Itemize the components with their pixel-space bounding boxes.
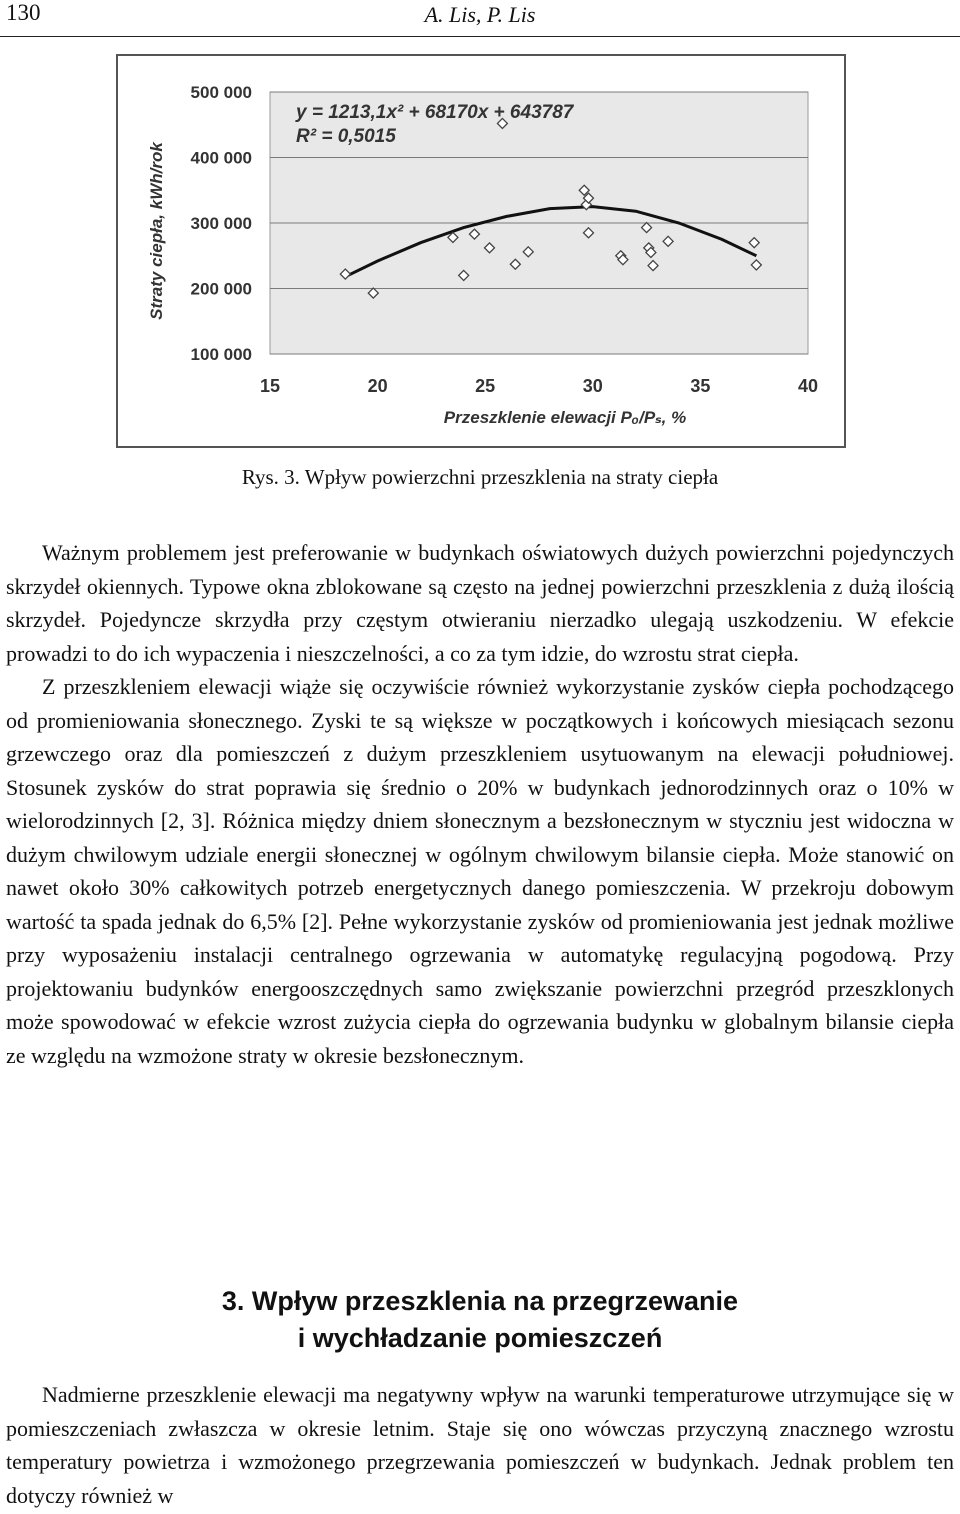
- x-tick-label: 30: [582, 376, 603, 396]
- body-text-upper: [6, 536, 954, 1072]
- x-tick-label: 35: [690, 376, 711, 396]
- section-heading-line: 3. Wpływ przeszklenia na przegrzewanie: [221, 1286, 739, 1316]
- y-tick-label: 400 000: [190, 148, 252, 168]
- page-header: [0, 0, 960, 37]
- y-tick-label: 300 000: [190, 214, 252, 233]
- x-tick-label: 40: [797, 376, 819, 396]
- y-tick-label: 100 000: [190, 345, 252, 364]
- section-heading: [0, 1283, 960, 1357]
- page-number: 130: [6, 0, 41, 25]
- paragraph: Ważnym problemem jest preferowanie w budynkach oświatowych dużych powierzchni pojedynczych skrzydeł okiennych. Typowe okna zblokowane są często na jednej powierzchni przeszklenia z dużą ilością skrzydeł. Pojedyncze skrzydła przy częstym otwieraniu nierzadko ulegają uszkodzeniu. W efekcie prowadzi to do ich wypaczenia i nieszczelności, a co za tym idzie, do wzrostu strat ciepła.: [6, 540, 954, 666]
- body-text-lower: [6, 1378, 954, 1512]
- y-axis-title: Straty ciepła, kWh/rok: [147, 142, 166, 320]
- r-squared-label: R² = 0,5015: [296, 126, 396, 147]
- x-axis-title: Przeszklenie elewacji Pₒ/Pₛ, %: [443, 408, 687, 427]
- heat-loss-scatter-chart: [118, 56, 844, 446]
- section-heading-line: i wychładzanie pomieszczeń: [297, 1323, 663, 1353]
- paragraph: Z przeszkleniem elewacji wiąże się oczywiście również wykorzystanie zysków ciepła pochodzącego od promieniowania słonecznego. Zyski te są większe w początkowych i końcowych miesiącach sezonu grzewczego oraz dla pomieszczeń z dużym przeszkleniem usytuowanym na elewacji południowej. Stosunek zysków do strat poprawia się średnio o 20% w budynkach jednorodzinnych oraz o 10% w wielorodzinnych [2, 3]. Różnica między dniem słonecznym a bezsłonecznym w styczniu jest widoczna w dużym chwilowym udziale energii słonecznej w ogólnym chwilowym bilansie ciepła. Może stanowić on nawet około 30% całkowitych potrzeb energetycznych danego pomieszczenia. W przekroju dobowym wartość ta spada jednak do 6,5% [2]. Pełne wykorzystanie zysków od promieniowania jest jednak możliwe przy wyposażeniu instalacji centralnego ogrzewania w automatykę regulacyjną pogodową. Przy projektowaniu budynków energooszczędnych samo zwiększanie powierzchni przegród przeszklonych może spowodować w efekcie wzrost zużycia ciepła do ogrzewania budynku w globalnym bilansie ciepła ze względu na wzmożone straty w okresie bezsłonecznym.: [6, 674, 954, 1068]
- running-title: A. Lis, P. Lis: [424, 2, 536, 27]
- y-tick-label: 200 000: [190, 279, 252, 299]
- y-tick-label: 500 000: [190, 83, 252, 102]
- x-tick-label: 15: [259, 376, 281, 396]
- paragraph: Nadmierne przeszklenie elewacji ma negatywny wpływ na warunki temperaturowe utrzymujące się w pomieszczeniach zwłaszcza w okresie letnim. Staje się ono wówczas przyczyną znacznego wzrostu temperatury powietrza i wzmożonego przegrzewania pomieszczeń w budynkach. Jednak problem ten dotyczy również w: [6, 1382, 954, 1508]
- figure-caption: Rys. 3. Wpływ powierzchni przeszklenia na straty ciepła: [241, 465, 719, 489]
- trendline-equation: y = 1213,1x² + 68170x + 643787: [296, 102, 574, 123]
- x-tick-label: 20: [367, 376, 388, 396]
- x-tick-label: 25: [475, 376, 496, 396]
- figure-frame: [116, 54, 846, 448]
